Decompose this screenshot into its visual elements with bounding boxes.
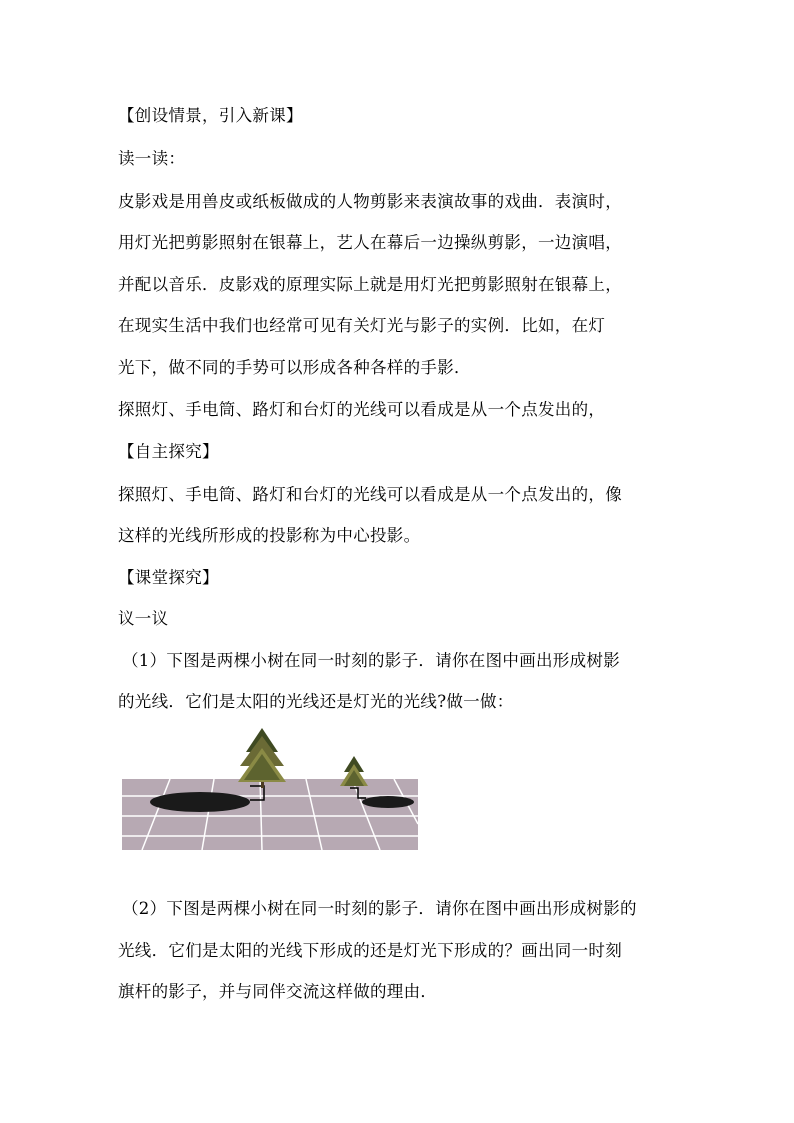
q2-line2: 光线．它们是太阳的光线下形成的还是灯光下形成的？画出同一时刻	[118, 941, 622, 960]
read-title: 读一读：	[118, 149, 186, 168]
heading-class-explore: 【课堂探究】	[118, 568, 219, 587]
q2-line3: 旗杆的影子，并与同伴交流这样做的理由．	[118, 982, 438, 1001]
two-trees-shadow-figure	[122, 724, 418, 852]
para1-line4: 在现实生活中我们也经常可见有关灯光与影子的实例．比如，在灯	[118, 316, 606, 335]
q2-line1: （2）下图是两棵小树在同一时刻的影子．请你在图中画出形成树影的	[122, 899, 637, 918]
para1-line2: 用灯光把剪影照射在银幕上，艺人在幕后一边操纵剪影，一边演唱，	[118, 233, 622, 252]
ground-plane	[122, 779, 418, 850]
small-tree-shadow	[362, 796, 414, 808]
heading-create-scenario: 【创设情景，引入新课】	[118, 106, 303, 125]
large-tree-shadow	[150, 792, 250, 812]
para1-line1: 皮影戏是用兽皮或纸板做成的人物剪影来表演故事的戏曲．表演时，	[118, 192, 622, 211]
para3-line2: 这样的光线所形成的投影称为中心投影。	[118, 526, 421, 545]
q1-line1: （1）下图是两棵小树在同一时刻的影子．请你在图中画出形成树影	[122, 651, 620, 670]
para3-line1: 探照灯、手电筒、路灯和台灯的光线可以看成是从一个点发出的，像	[118, 485, 622, 504]
para2: 探照灯、手电筒、路灯和台灯的光线可以看成是从一个点发出的，	[118, 400, 606, 419]
para1-line3: 并配以音乐．皮影戏的原理实际上就是用灯光把剪影照射在银幕上，	[118, 275, 622, 294]
discuss-title: 议一议	[118, 609, 169, 628]
para1-line5: 光下，做不同的手势可以形成各种各样的手影．	[118, 358, 471, 377]
heading-self-explore: 【自主探究】	[118, 442, 219, 461]
q1-line2: 的光线．它们是太阳的光线还是灯光的光线?做一做：	[118, 692, 514, 711]
